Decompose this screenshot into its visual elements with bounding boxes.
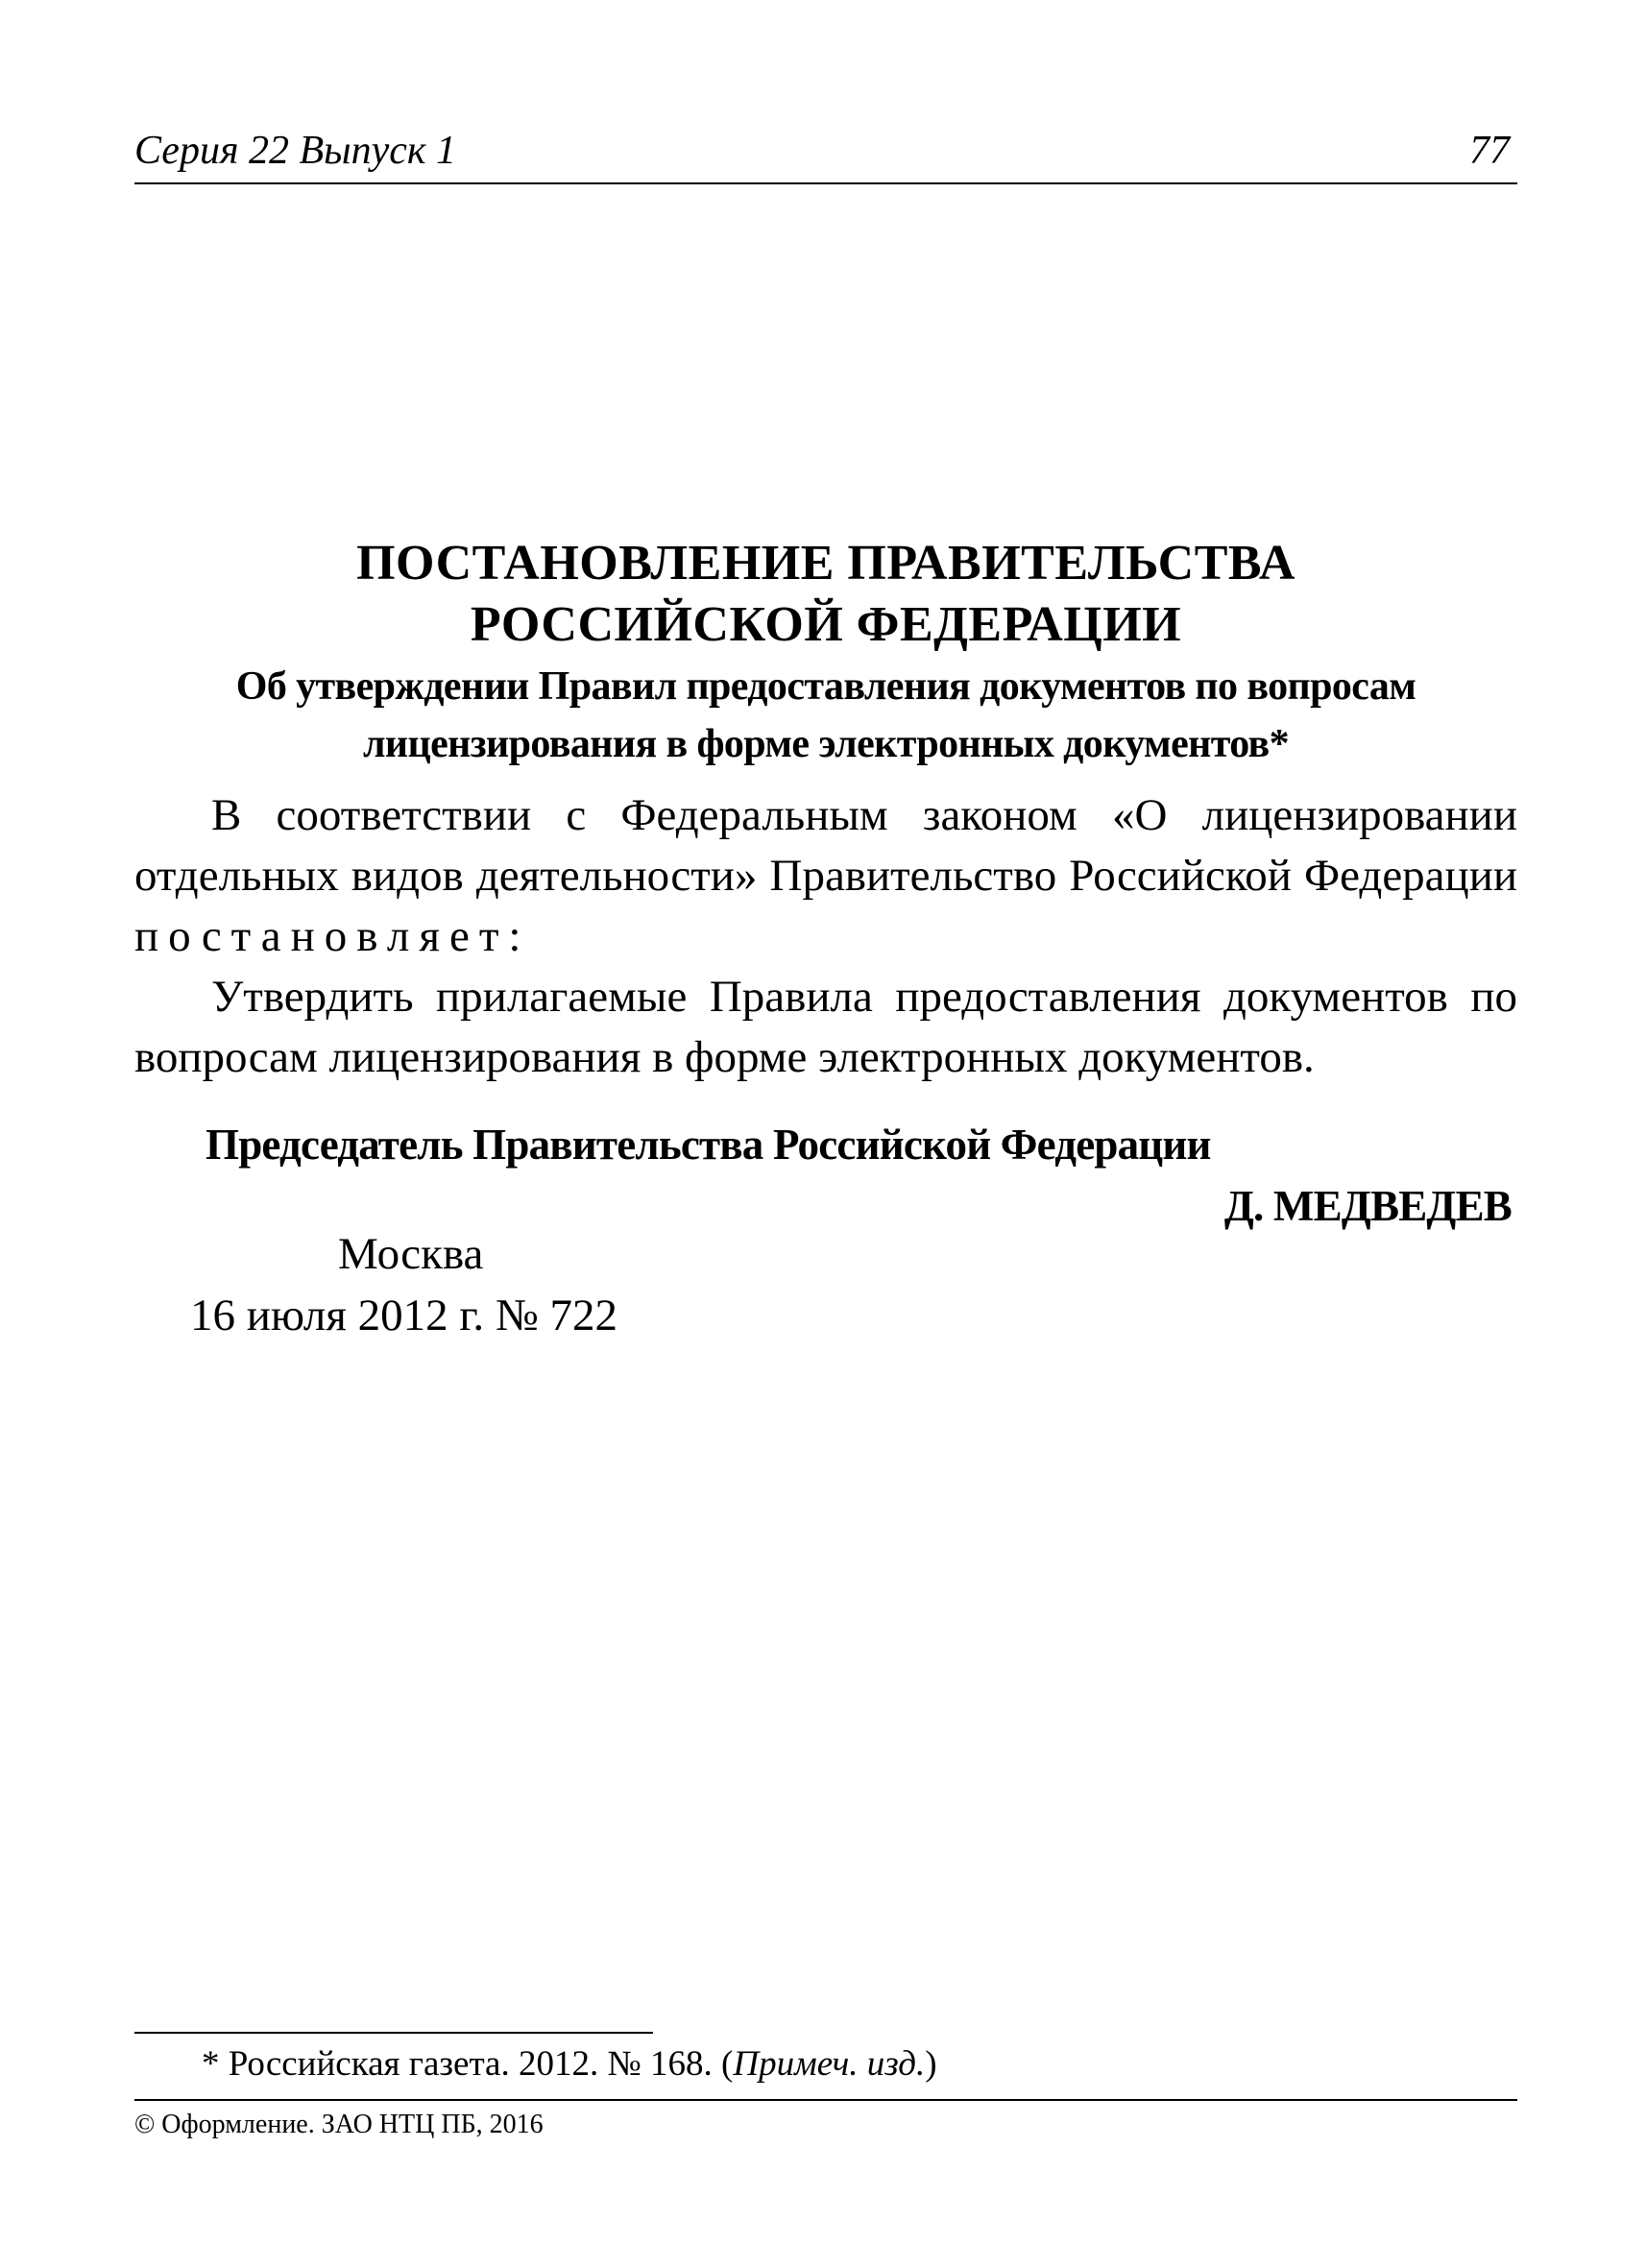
resolution-verb: постановляет: bbox=[134, 911, 531, 961]
city: Москва bbox=[338, 1229, 484, 1279]
title-line-2: РОССИЙСКОЙ ФЕДЕРАЦИИ bbox=[470, 597, 1182, 652]
footnote-divider bbox=[134, 2032, 653, 2034]
running-header bbox=[134, 127, 1517, 184]
bottom-divider bbox=[134, 2099, 1517, 2101]
title-line-1: ПОСТАНОВЛЕНИЕ ПРАВИТЕЛЬСТВА bbox=[356, 536, 1295, 591]
page-number: 77 bbox=[1469, 129, 1510, 173]
signatory-name: Д. МЕДВЕДЕВ bbox=[1223, 1182, 1512, 1230]
body-paragraph-1 bbox=[134, 785, 1517, 967]
paragraph-1-text: В соответствии с Федеральным законом «О лицензировании отдельных видов деятельности» Правительство Российской Федерации bbox=[134, 790, 1517, 901]
subtitle-line-1: Об утверждении Правил предоставления документов по вопросам bbox=[235, 664, 1416, 709]
document-title-block bbox=[134, 533, 1517, 771]
footnote-close: ) bbox=[925, 2044, 937, 2084]
footnote-text: Российская газета. 2012. № 168. ( bbox=[228, 2044, 734, 2084]
copyright-notice: © Оформление. ЗАО НТЦ ПБ, 2016 bbox=[134, 2110, 544, 2139]
footnote-editor-note: Примеч. изд. bbox=[733, 2044, 926, 2084]
footnote-marker: * bbox=[202, 2044, 220, 2084]
subtitle-line-2: лицензирования в форме электронных документов* bbox=[362, 722, 1290, 766]
place-and-date bbox=[134, 1223, 999, 1346]
footnote bbox=[202, 2041, 937, 2087]
signatory-position: Председатель Правительства Российской Федерации bbox=[206, 1121, 1211, 1169]
document-date-number: 16 июля 2012 г. № 722 bbox=[190, 1291, 617, 1340]
signature-block bbox=[134, 1114, 1517, 1237]
body-paragraph-2: Утвердить прилагаемые Правила предоставления документов по вопросам лицензирования в форме электронных документов. bbox=[134, 972, 1517, 1082]
series-issue-label: Серия 22 Выпуск 1 bbox=[134, 129, 456, 173]
document-body bbox=[134, 785, 1517, 1088]
